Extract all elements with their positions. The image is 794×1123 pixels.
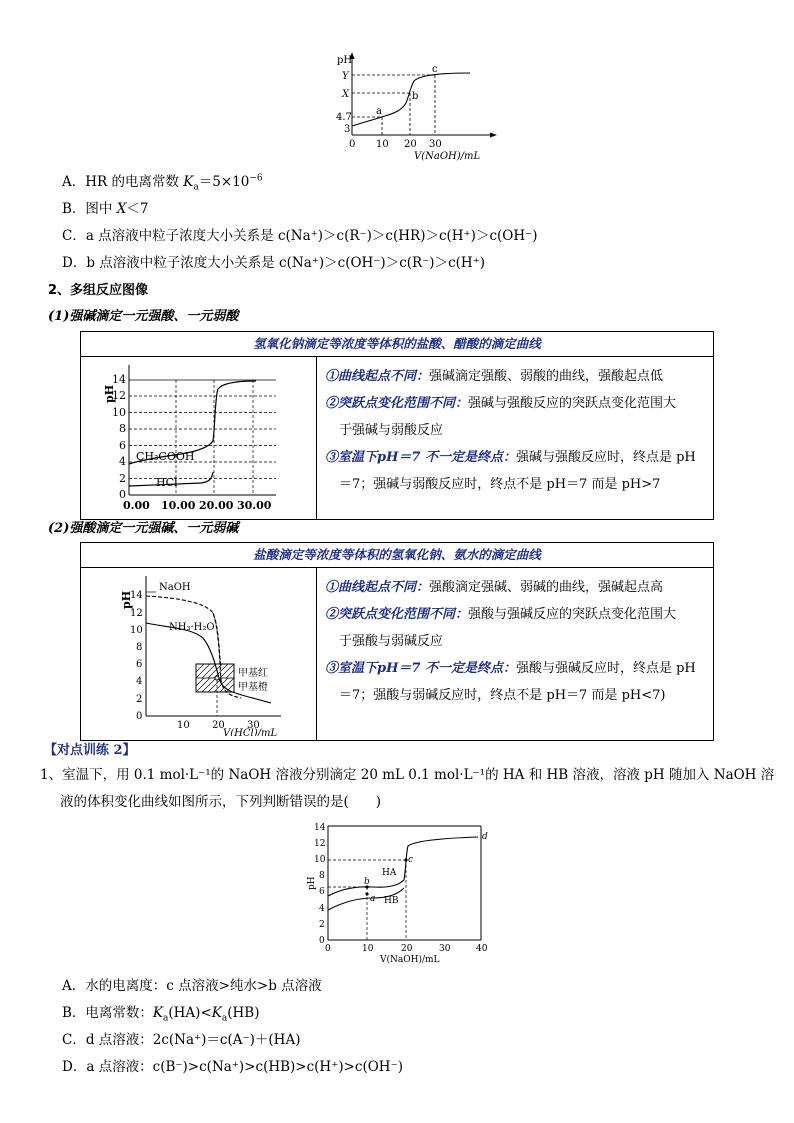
chart4-ytick-0: 0 xyxy=(319,936,325,946)
box2-table xyxy=(80,542,714,741)
chart2-ylabel: pH xyxy=(103,384,116,403)
chart1-xtick-20: 20 xyxy=(404,139,417,150)
box2-note-1: ①曲线起点不同：强酸滴定强碱、弱碱的曲线，强碱起点高 xyxy=(325,580,664,595)
box1-note-1: ①曲线起点不同：强碱滴定强酸、弱酸的曲线，强酸起点低 xyxy=(325,369,664,384)
chart1-point-a: a xyxy=(376,106,382,117)
box1-note-3-cont: ＝7；强碱与弱酸反应时，终点不是 pH＝7 而是 pH>7 xyxy=(339,477,661,492)
chart4-series-hb: HB xyxy=(384,896,399,906)
box1-table xyxy=(80,331,714,520)
chart1-ytick-3: 3 xyxy=(344,124,351,135)
chart4-point-b: b xyxy=(364,877,370,887)
chart4-ytick-2: 2 xyxy=(319,920,325,930)
chart4-ytick-4: 4 xyxy=(319,904,325,914)
chart4-xtick-20: 20 xyxy=(401,944,413,954)
practice-option-c[interactable]: C．d 点溶液：2c(Na⁺)＝c(A⁻)＋(HA) xyxy=(62,1032,301,1048)
chart2-xtick-30: 30.00 xyxy=(237,499,272,512)
practice-option-d[interactable]: D．a 点溶液：c(B⁻)>c(Na⁺)>c(HB)>c(H⁺)>c(OH⁻) xyxy=(62,1059,403,1075)
chart3-series-naoh: NaOH xyxy=(159,582,191,593)
box2-note-3-cont: ＝7；强酸与弱碱反应时，终点不是 pH＝7 而是 pH<7) xyxy=(339,688,666,703)
chart3-ylabel: pH xyxy=(120,590,133,609)
chart1-ytick-x: X xyxy=(342,89,350,100)
chart3-ytick-14: 14 xyxy=(130,590,143,601)
chart4-ytick-10: 10 xyxy=(314,855,326,865)
chart2-ytick-0: 0 xyxy=(119,488,126,501)
box2-chart-cell xyxy=(81,568,317,741)
chart3-xlabel: V(HCl)/mL xyxy=(223,728,278,736)
chart4-point-c: c xyxy=(408,855,414,865)
chart2-xtick-10: 10.00 xyxy=(161,499,196,512)
chart4-point-d: d xyxy=(482,832,488,842)
chart2-ytick-12: 12 xyxy=(112,389,126,402)
chart3-xtick-10: 10 xyxy=(177,720,190,731)
box2-title: 盐酸滴定等浓度等体积的氢氧化钠、氨水的滴定曲线 xyxy=(81,543,714,568)
chart2-ytick-6: 6 xyxy=(119,439,126,452)
chart2-series-ch3cooh: CH₃COOH xyxy=(136,450,195,463)
chart3-ytick-10: 10 xyxy=(130,625,143,636)
chart4-xlabel: V(NaOH)/mL xyxy=(380,955,440,965)
practice-option-a[interactable]: A．水的电离度：c 点溶液>纯水>b 点溶液 xyxy=(62,978,322,994)
subsection-2-title: (2)强酸滴定一元强碱、一元弱碱 xyxy=(48,521,239,536)
chart1-xtick-10: 10 xyxy=(376,139,389,150)
chart4-point-a: a xyxy=(370,894,376,904)
practice-question xyxy=(40,762,775,816)
chart2-xtick-0: 0.00 xyxy=(123,499,150,512)
titration-chart-naoh xyxy=(81,357,316,515)
q1-option-a[interactable]: A．HR 的电离常数 $K_a=5\times 10^{-6}$ xyxy=(62,173,263,193)
chart3-ytick-0: 0 xyxy=(136,711,143,722)
box1-title: 氢氧化钠滴定等浓度等体积的盐酸、醋酸的滴定曲线 xyxy=(81,332,714,357)
chart4-xtick-10: 10 xyxy=(362,944,374,954)
chart1-xlabel: V(NaOH)/mL xyxy=(414,151,481,162)
practice-question-line1: 1、室温下，用 0.1 mol·L⁻¹的 NaOH 溶液分别滴定 20 mL 0.1 mol·L⁻¹的 HA 和 HB 溶液，溶液 pH 随加入 NaOH 溶 xyxy=(40,767,775,783)
practice-title: 【对点训练 2】 xyxy=(44,743,136,758)
box2-note-2-cont: 于强酸与弱碱反应 xyxy=(339,634,444,649)
box1-notes xyxy=(317,357,714,520)
box2-note-2: ②突跃点变化范围不同：强酸与强碱反应的突跃点变化范围大 xyxy=(325,607,677,622)
chart2-ytick-4: 4 xyxy=(119,455,126,468)
titration-chart-hcl xyxy=(81,568,316,736)
chart4-ytick-8: 8 xyxy=(319,871,325,881)
chart3-xtick-20: 20 xyxy=(212,720,225,731)
chart1-xtick-0: 0 xyxy=(349,139,356,150)
chart4-ytick-14: 14 xyxy=(314,823,326,833)
chart3-ytick-2: 2 xyxy=(136,694,143,705)
chart1-point-b: b xyxy=(412,91,419,102)
section-heading: 2、多组反应图像 xyxy=(48,283,149,298)
chart1-xtick-30: 30 xyxy=(429,139,442,150)
chart4-ytick-12: 12 xyxy=(314,839,326,849)
chart3-indicator-methyl-red: 甲基红 xyxy=(238,668,268,679)
chart3-ytick-4: 4 xyxy=(136,676,143,687)
titration-chart-hr xyxy=(330,48,500,166)
chart4-xtick-30: 30 xyxy=(439,944,451,954)
chart3-ytick-6: 6 xyxy=(136,659,143,670)
chart2-ytick-14: 14 xyxy=(112,373,126,386)
q1-option-c[interactable]: C．a 点溶液中粒子浓度大小关系是 c(Na⁺)＞c(R⁻)＞c(HR)＞c(H⁺)＞c(OH⁻) xyxy=(62,228,538,244)
practice-option-b[interactable]: B．电离常数：$K_a(HA)<K_a(HB)$ xyxy=(62,1005,260,1024)
chart3-indicator-methyl-orange: 甲基橙 xyxy=(238,682,268,693)
chart4-ylabel: pH xyxy=(307,876,317,890)
practice-question-line2: 液的体积变化曲线如图所示，下列判断错误的是( ) xyxy=(60,794,382,810)
box2-notes xyxy=(317,568,714,741)
chart2-xtick-20: 20.00 xyxy=(199,499,234,512)
box1-note-2: ②突跃点变化范围不同：强碱与强酸反应的突跃点变化范围大 xyxy=(325,396,677,411)
chart2-ytick-2: 2 xyxy=(119,472,126,485)
chart1-ylabel: pH xyxy=(337,55,353,66)
q1-option-d[interactable]: D．b 点溶液中粒子浓度大小关系是 c(Na⁺)＞c(OH⁻)＞c(R⁻)＞c(H⁺) xyxy=(62,255,486,271)
chart4-series-ha: HA xyxy=(382,868,397,878)
chart4-xtick-0: 0 xyxy=(325,944,331,954)
chart3-series-nh3: NH₃·H₂O xyxy=(169,622,215,633)
chart1-ytick-47: 4.7 xyxy=(336,112,352,123)
q1-option-b[interactable]: B．图中 X＜7 xyxy=(62,201,149,217)
box1-note-3: ③室温下pH＝7 不一定是终点：强碱与强酸反应时，终点是 pH xyxy=(325,450,696,465)
chart1-ytick-y: Y xyxy=(342,71,349,82)
box1-chart-cell xyxy=(81,357,317,520)
titration-chart-ha-hb xyxy=(298,818,498,966)
box2-note-3: ③室温下pH＝7 不一定是终点：强酸与强碱反应时，终点是 pH xyxy=(325,661,696,676)
chart2-series-hcl: HCl xyxy=(156,476,178,489)
chart3-ytick-8: 8 xyxy=(136,642,143,653)
chart1-point-c: c xyxy=(432,64,438,75)
chart2-ytick-10: 10 xyxy=(112,406,126,419)
chart4-xtick-40: 40 xyxy=(476,944,488,954)
box1-note-2-cont: 于强碱与弱酸反应 xyxy=(339,423,444,438)
subsection-1-title: (1)强碱滴定一元强酸、一元弱酸 xyxy=(48,309,239,324)
chart3-xtick-30: 30 xyxy=(247,720,260,731)
chart4-ytick-6: 6 xyxy=(319,887,325,897)
chart2-ytick-8: 8 xyxy=(119,422,126,435)
chart3-ytick-12: 12 xyxy=(130,608,143,619)
